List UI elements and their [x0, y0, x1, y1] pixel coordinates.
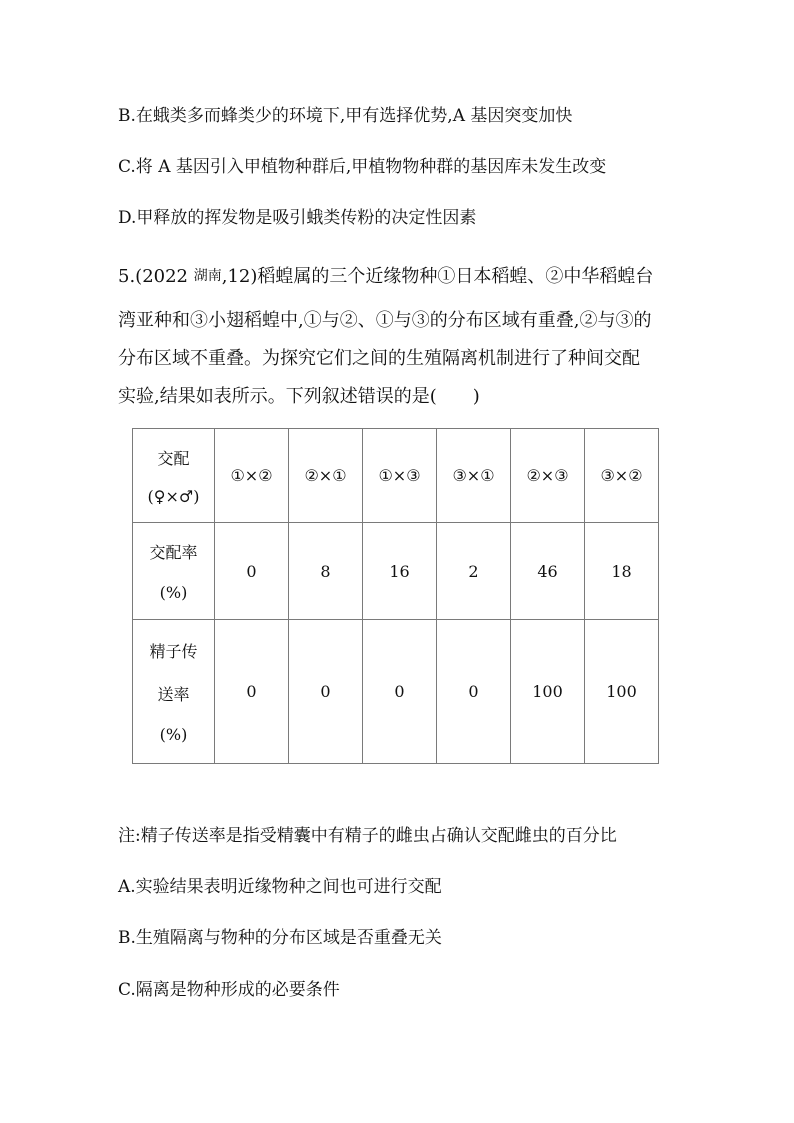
option-b-prev: B.在蛾类多而蜂类少的环境下,甲有选择优势,A 基因突变加快	[118, 106, 573, 126]
question-prefix: 5.(2022	[118, 266, 194, 287]
column-header: ①×②	[215, 429, 289, 523]
table-cell: 100	[585, 620, 659, 764]
column-header: ②×③	[511, 429, 585, 523]
question-line-3: 分布区域不重叠。为探究它们之间的生殖隔离机制进行了种间交配	[118, 348, 640, 369]
table-cell: 46	[511, 523, 585, 620]
question-source: 湖南	[193, 268, 222, 284]
row-header-mating-line1: 交配	[157, 448, 190, 468]
option-a: A.实验结果表明近缘物种之间也可进行交配	[118, 877, 442, 897]
table-cell: 0	[437, 620, 511, 764]
option-c: C.隔离是物种形成的必要条件	[118, 980, 340, 1000]
row-header-mating	[133, 429, 215, 523]
option-c-prev: C.将 A 基因引入甲植物种群后,甲植物物种群的基因库未发生改变	[118, 157, 607, 177]
row-header-mating-rate	[133, 523, 215, 620]
question-line-2: 湾亚种和③小翅稻蝗中,①与②、①与③的分布区域有重叠,②与③的	[118, 310, 652, 331]
table-row-sperm-rate	[133, 620, 659, 764]
table-row-mating-rate	[133, 523, 659, 620]
table-cell: 0	[215, 620, 289, 764]
table-cell: 2	[437, 523, 511, 620]
row-header-mating-rate-line1: 交配率	[149, 543, 198, 562]
table-cell: 16	[363, 523, 437, 620]
row-header-sperm-line2: 送率	[157, 685, 190, 704]
row-header-sperm-rate	[133, 620, 215, 764]
column-header: ③×①	[437, 429, 511, 523]
table-cell: 0	[363, 620, 437, 764]
row-header-sperm-line3: (%)	[159, 725, 188, 744]
row-header-mating-line2: (♀×♂)	[147, 486, 200, 506]
question-line-4: 实验,结果如表所示。下列叙述错误的是( )	[118, 386, 480, 407]
row-header-mating-rate-line2: (%)	[159, 583, 188, 602]
mating-table	[132, 428, 659, 764]
question-line-1	[118, 266, 653, 287]
table-cell: 100	[511, 620, 585, 764]
option-d-prev: D.甲释放的挥发物是吸引蛾类传粉的决定性因素	[118, 208, 477, 228]
option-b: B.生殖隔离与物种的分布区域是否重叠无关	[118, 928, 442, 948]
table-note: 注:精子传送率是指受精囊中有精子的雌虫占确认交配雌虫的百分比	[118, 826, 617, 846]
column-header: ②×①	[289, 429, 363, 523]
table-cell: 0	[289, 620, 363, 764]
column-header: ①×③	[363, 429, 437, 523]
table-cell: 18	[585, 523, 659, 620]
row-header-sperm-line1: 精子传	[149, 642, 198, 661]
table-row-header	[133, 429, 659, 523]
question-rest: ,12)稻蝗属的三个近缘物种①日本稻蝗、②中华稻蝗台	[221, 266, 654, 287]
table-cell: 8	[289, 523, 363, 620]
column-header: ③×②	[585, 429, 659, 523]
table-cell: 0	[215, 523, 289, 620]
